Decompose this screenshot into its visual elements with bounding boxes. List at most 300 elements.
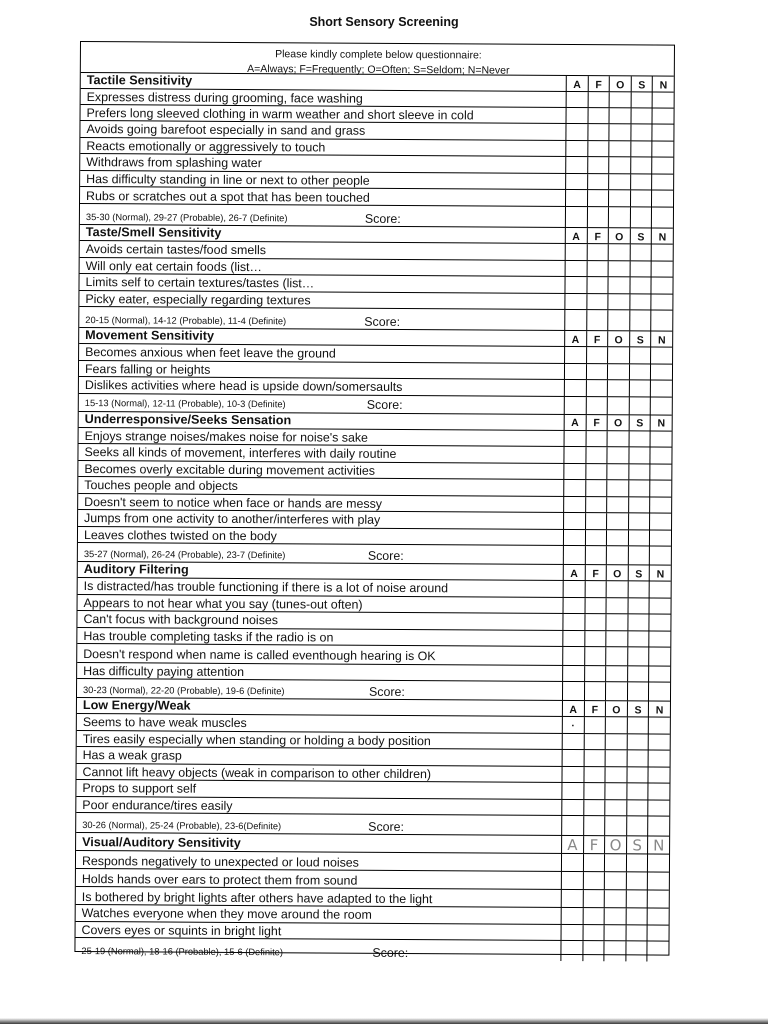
rating-cell-o[interactable] bbox=[606, 614, 628, 630]
rating-cell-a[interactable] bbox=[561, 766, 583, 782]
rating-cell-o[interactable] bbox=[604, 816, 626, 835]
rating-cell-s[interactable] bbox=[629, 261, 651, 277]
rating-header-o bbox=[604, 836, 626, 853]
rating-column-headers bbox=[566, 76, 674, 92]
rating-cell-n[interactable] bbox=[647, 872, 669, 889]
rating-cell-s[interactable] bbox=[627, 598, 649, 614]
rating-cell-o[interactable] bbox=[604, 941, 626, 961]
rating-cell-a[interactable] bbox=[566, 108, 588, 123]
rating-header-label: F bbox=[593, 417, 600, 430]
rating-cell-f[interactable] bbox=[583, 800, 605, 816]
rating-cell-s[interactable] bbox=[627, 581, 649, 597]
rating-cell-s[interactable] bbox=[629, 244, 651, 260]
rating-cell-a[interactable] bbox=[562, 614, 584, 630]
rating-cell-o[interactable] bbox=[607, 431, 629, 447]
rating-cell-f[interactable] bbox=[582, 908, 604, 924]
rating-cell-f[interactable] bbox=[583, 854, 605, 871]
rating-cells bbox=[561, 816, 669, 836]
rating-cell-f[interactable] bbox=[585, 513, 607, 529]
rating-cell-f[interactable] bbox=[586, 244, 608, 260]
rating-cell-o[interactable] bbox=[605, 682, 627, 700]
rating-cell-a[interactable] bbox=[562, 733, 584, 749]
rating-cell-s[interactable] bbox=[626, 816, 648, 835]
rating-cells bbox=[563, 463, 671, 479]
rating-header-label: F bbox=[595, 78, 602, 91]
rating-cell-n[interactable] bbox=[648, 666, 670, 682]
rating-cell-s[interactable] bbox=[630, 92, 652, 107]
rating-cell-n[interactable] bbox=[648, 800, 670, 816]
rating-cell-n[interactable] bbox=[650, 497, 672, 513]
rating-header-label: N bbox=[659, 79, 668, 92]
rating-cell-n[interactable] bbox=[648, 734, 670, 750]
rating-cell-f[interactable] bbox=[585, 431, 607, 447]
rating-cell-s[interactable] bbox=[627, 647, 649, 665]
rating-cell-n[interactable] bbox=[648, 767, 670, 783]
rating-cell-n[interactable] bbox=[649, 530, 671, 546]
rating-cell-a[interactable] bbox=[564, 363, 586, 379]
rating-cell-f[interactable] bbox=[587, 157, 609, 173]
rating-cell-o[interactable] bbox=[604, 908, 626, 924]
rating-header-a bbox=[566, 76, 588, 91]
rating-cell-s[interactable] bbox=[628, 431, 650, 447]
rating-cell-f[interactable] bbox=[583, 783, 605, 799]
rating-cell-f[interactable] bbox=[585, 380, 607, 396]
rating-header-n bbox=[650, 415, 672, 430]
rating-cell-f[interactable] bbox=[584, 581, 606, 597]
rating-cell-s[interactable] bbox=[629, 347, 651, 363]
rating-header-label: A bbox=[572, 230, 580, 243]
rating-cell-a[interactable] bbox=[564, 430, 586, 446]
rating-cell-a[interactable] bbox=[566, 92, 588, 107]
rating-cell-n[interactable] bbox=[648, 717, 670, 733]
rating-cells bbox=[564, 396, 672, 414]
question-text: Jumps from one activity to another/interferes with play bbox=[84, 511, 381, 527]
rating-cell-a[interactable] bbox=[560, 941, 582, 961]
rating-cells bbox=[561, 908, 669, 924]
rating-cell-f[interactable] bbox=[585, 447, 607, 463]
rating-cell-s[interactable] bbox=[630, 190, 652, 206]
rating-cell-s[interactable] bbox=[626, 800, 648, 816]
rating-header-s bbox=[629, 331, 651, 346]
rating-cell-s[interactable] bbox=[626, 734, 648, 750]
rating-cell-f[interactable] bbox=[587, 108, 609, 123]
rating-cell-n[interactable] bbox=[650, 364, 672, 380]
rating-cell-a[interactable] bbox=[565, 157, 587, 173]
rating-cell-o[interactable] bbox=[605, 647, 627, 665]
rating-cell-o[interactable] bbox=[605, 734, 627, 750]
question-text: Avoids certain tastes/food smells bbox=[85, 242, 266, 258]
rating-cell-n[interactable] bbox=[647, 908, 669, 924]
score-label: Score: bbox=[364, 314, 401, 329]
rating-cell-n[interactable] bbox=[650, 347, 672, 363]
rating-cell-a[interactable] bbox=[563, 496, 585, 512]
rating-cell-a[interactable] bbox=[561, 816, 583, 835]
rating-cell-f[interactable] bbox=[585, 480, 607, 496]
rating-cell-o[interactable] bbox=[607, 310, 629, 330]
question-text: Avoids going barefoot especially in sand and grass bbox=[86, 122, 366, 138]
score-range-text: 30-23 (Normal), 22-20 (Probable), 19-6 (Definite) bbox=[83, 684, 285, 696]
rating-cell-a[interactable] bbox=[561, 783, 583, 799]
rating-cell-n[interactable] bbox=[652, 108, 674, 123]
rating-cell-f[interactable] bbox=[582, 941, 604, 961]
rating-cell-f[interactable] bbox=[585, 464, 607, 480]
rating-cell-f[interactable] bbox=[583, 750, 605, 766]
rating-cell-o[interactable] bbox=[609, 92, 631, 107]
score-label: Score: bbox=[368, 819, 405, 834]
rating-cell-a[interactable] bbox=[563, 463, 585, 479]
rating-cell-f[interactable] bbox=[586, 347, 608, 363]
rating-cell-n[interactable] bbox=[650, 397, 672, 414]
question-text: Rubs or scratches out a spot that has been touched bbox=[86, 188, 370, 205]
rating-cell-o[interactable] bbox=[609, 124, 631, 140]
rating-cell-o[interactable] bbox=[608, 207, 630, 227]
rating-cell-o[interactable] bbox=[607, 347, 629, 363]
rating-header-a bbox=[562, 701, 584, 716]
rating-header-label: F bbox=[591, 703, 599, 716]
rating-cell-o[interactable] bbox=[606, 480, 628, 496]
rating-cell-n[interactable] bbox=[650, 464, 672, 480]
rating-cell-f[interactable] bbox=[587, 124, 609, 140]
rating-cell-f[interactable] bbox=[584, 614, 606, 630]
rating-cell-o[interactable] bbox=[609, 108, 631, 123]
rating-cell-s[interactable] bbox=[628, 480, 650, 496]
rating-header-f bbox=[586, 228, 608, 243]
question-text: Withdraws from splashing water bbox=[86, 155, 262, 171]
rating-cell-o[interactable] bbox=[607, 447, 629, 463]
rating-cell-f[interactable] bbox=[582, 890, 604, 907]
rating-cell-f[interactable] bbox=[585, 530, 607, 546]
rating-cell-n[interactable] bbox=[651, 294, 673, 310]
rating-cell-o[interactable] bbox=[604, 925, 626, 941]
rating-cell-n[interactable] bbox=[648, 750, 670, 766]
rating-header-n bbox=[647, 836, 669, 853]
rating-cell-o[interactable] bbox=[604, 872, 626, 889]
rating-cell-f[interactable] bbox=[583, 734, 605, 750]
rating-cell-n[interactable] bbox=[649, 513, 671, 529]
score-label: Score: bbox=[366, 397, 403, 413]
rating-cell-a[interactable] bbox=[563, 529, 585, 545]
rating-cell-n[interactable] bbox=[647, 941, 669, 961]
score-label: Score: bbox=[368, 684, 405, 699]
rating-cell-n[interactable] bbox=[649, 546, 671, 564]
rating-cell-n[interactable] bbox=[648, 783, 670, 799]
rating-cell-f[interactable] bbox=[586, 261, 608, 277]
rating-cell-o[interactable] bbox=[608, 190, 630, 206]
rating-cell-a[interactable] bbox=[562, 647, 584, 665]
rating-header-label: O bbox=[616, 78, 625, 91]
rating-cell-f[interactable] bbox=[582, 872, 604, 889]
rating-cell-n[interactable] bbox=[651, 174, 673, 190]
rating-cell-a[interactable] bbox=[563, 581, 585, 597]
rating-cell-n[interactable] bbox=[647, 854, 669, 871]
question-text: Becomes anxious when feet leave the ground bbox=[85, 345, 336, 361]
rating-cell-o[interactable] bbox=[607, 464, 629, 480]
rating-cell-a[interactable] bbox=[565, 173, 587, 189]
rating-cell-n[interactable] bbox=[651, 261, 673, 277]
question-text: Responds negatively to unexpected or loud noises bbox=[81, 853, 359, 870]
rating-cell-a[interactable] bbox=[563, 480, 585, 496]
rating-cell-n[interactable] bbox=[649, 631, 671, 647]
rating-cell-o[interactable] bbox=[604, 800, 626, 816]
rating-cell-a[interactable] bbox=[563, 546, 585, 564]
rating-cell-o[interactable] bbox=[604, 854, 626, 871]
rating-cell-n[interactable] bbox=[649, 581, 671, 597]
rating-cell-o[interactable] bbox=[606, 530, 628, 546]
rating-cell-f[interactable] bbox=[584, 546, 606, 564]
rating-cell-s[interactable] bbox=[626, 872, 648, 889]
rating-cells bbox=[563, 480, 671, 496]
rating-cell-a[interactable] bbox=[562, 717, 584, 733]
rating-cell-s[interactable] bbox=[626, 854, 648, 871]
rating-cell-s[interactable] bbox=[628, 546, 650, 564]
rating-cell-f[interactable] bbox=[584, 666, 606, 682]
rating-cells bbox=[561, 783, 669, 799]
rating-cell-a[interactable] bbox=[562, 630, 584, 646]
rating-header-o bbox=[608, 228, 630, 243]
rating-cell-s[interactable] bbox=[629, 310, 651, 330]
rating-cell-n[interactable] bbox=[652, 92, 674, 107]
rating-cell-a[interactable] bbox=[564, 380, 586, 396]
rating-cell-f[interactable] bbox=[587, 190, 609, 206]
rating-header-label: O bbox=[615, 230, 624, 243]
rating-cell-s[interactable] bbox=[625, 908, 647, 924]
rating-cell-a[interactable] bbox=[561, 908, 583, 924]
rating-cell-a[interactable] bbox=[563, 447, 585, 463]
rating-header-label: F bbox=[593, 333, 601, 346]
question-text: Touches people and objects bbox=[84, 478, 238, 494]
rating-cell-a[interactable] bbox=[563, 513, 585, 529]
rating-cell-o[interactable] bbox=[605, 666, 627, 682]
rating-cell-a[interactable] bbox=[561, 854, 583, 871]
rating-cell-n[interactable] bbox=[651, 244, 673, 260]
rating-cells bbox=[562, 733, 670, 749]
rating-cell-o[interactable] bbox=[605, 750, 627, 766]
rating-cell-s[interactable] bbox=[626, 767, 648, 783]
rating-cell-s[interactable] bbox=[630, 157, 652, 173]
rating-cell-n[interactable] bbox=[648, 682, 670, 700]
rating-column-headers bbox=[564, 331, 672, 347]
rating-cell-n[interactable] bbox=[650, 431, 672, 447]
rating-header-o bbox=[605, 701, 627, 716]
rating-cell-a[interactable] bbox=[564, 396, 586, 413]
rating-cell-f[interactable] bbox=[583, 767, 605, 783]
rating-cell-o[interactable] bbox=[606, 513, 628, 529]
rating-cell-o[interactable] bbox=[604, 890, 626, 907]
rating-cell-n[interactable] bbox=[650, 380, 672, 396]
rating-cell-s[interactable] bbox=[627, 682, 649, 700]
rating-header-label: A bbox=[571, 417, 579, 430]
rating-cell-a[interactable] bbox=[565, 124, 587, 140]
rating-cell-n[interactable] bbox=[652, 141, 674, 157]
rating-cell-o[interactable] bbox=[608, 174, 630, 190]
rating-cell-a[interactable] bbox=[562, 665, 584, 681]
rating-cell-s[interactable] bbox=[627, 614, 649, 630]
rating-cell-n[interactable] bbox=[647, 925, 669, 941]
rating-cell-o[interactable] bbox=[605, 767, 627, 783]
rating-cell-a[interactable] bbox=[564, 347, 586, 363]
rating-cell-f[interactable] bbox=[584, 631, 606, 647]
question-text: Holds hands over ears to protect them from sound bbox=[81, 871, 358, 888]
question-text: Has a weak grasp bbox=[82, 748, 182, 763]
rating-cell-n[interactable] bbox=[651, 190, 673, 206]
rating-cell-f[interactable] bbox=[586, 277, 608, 293]
rating-cell-s[interactable] bbox=[629, 397, 651, 414]
section-title: Auditory Filtering bbox=[83, 562, 189, 578]
rating-cell-o[interactable] bbox=[607, 397, 629, 414]
rating-column-headers bbox=[563, 565, 671, 581]
rating-cell-a[interactable] bbox=[565, 140, 587, 156]
rating-cell-s[interactable] bbox=[629, 364, 651, 380]
rating-header-label: A bbox=[569, 703, 578, 716]
rating-cell-o[interactable] bbox=[608, 244, 630, 260]
rating-cells bbox=[561, 890, 669, 908]
rating-cell-f[interactable] bbox=[586, 207, 608, 227]
score-range-text: 30-26 (Normal), 25-24 (Probable), 23-6(Definite) bbox=[82, 819, 282, 831]
rating-cell-s[interactable] bbox=[627, 717, 649, 733]
rating-header-a bbox=[565, 228, 587, 243]
rating-column-headers bbox=[565, 228, 673, 244]
rating-cell-o[interactable] bbox=[605, 717, 627, 733]
rating-cell-o[interactable] bbox=[607, 364, 629, 380]
rating-header-label: N bbox=[658, 231, 667, 244]
rating-cell-n[interactable] bbox=[651, 310, 673, 330]
rating-cell-f[interactable] bbox=[586, 310, 608, 330]
rating-cell-a[interactable] bbox=[564, 277, 586, 293]
score-row bbox=[75, 937, 668, 962]
rating-cell-n[interactable] bbox=[647, 890, 669, 907]
rating-header-label: N bbox=[657, 417, 666, 430]
rating-cell-o[interactable] bbox=[608, 294, 630, 310]
rating-cell-s[interactable] bbox=[630, 108, 652, 123]
rating-cell-s[interactable] bbox=[628, 464, 650, 480]
rating-cells bbox=[563, 581, 671, 597]
rating-header-label: S bbox=[637, 230, 645, 243]
rating-cell-s[interactable] bbox=[628, 497, 650, 513]
question-text: Fears falling or heights bbox=[84, 361, 211, 377]
rating-cell-s[interactable] bbox=[630, 207, 652, 227]
rating-cell-f[interactable] bbox=[583, 717, 605, 733]
rating-cell-o[interactable] bbox=[606, 581, 628, 597]
rating-header-label: S bbox=[632, 836, 643, 855]
rating-cell-o[interactable] bbox=[608, 277, 630, 293]
question-text: Has difficulty standing in line or next to other people bbox=[86, 171, 370, 188]
rating-cell-f[interactable] bbox=[585, 397, 607, 414]
rating-cell-s[interactable] bbox=[626, 890, 648, 907]
question-text: Doesn't seem to notice when face or hands are messy bbox=[84, 494, 383, 511]
rating-cell-o[interactable] bbox=[606, 631, 628, 647]
rating-header-a bbox=[561, 836, 583, 853]
rating-cell-n[interactable] bbox=[650, 480, 672, 496]
rating-cell-a[interactable] bbox=[565, 260, 587, 276]
rating-cell-n[interactable] bbox=[649, 647, 671, 665]
rating-cell-s[interactable] bbox=[625, 925, 647, 941]
rating-cell-a[interactable] bbox=[565, 207, 587, 227]
rating-cell-s[interactable] bbox=[629, 294, 651, 310]
rating-cell-s[interactable] bbox=[628, 447, 650, 463]
rating-cell-o[interactable] bbox=[607, 380, 629, 396]
rating-cell-s[interactable] bbox=[626, 750, 648, 766]
rating-cell-f[interactable] bbox=[585, 497, 607, 513]
rating-cell-o[interactable] bbox=[606, 598, 628, 614]
rating-cell-a[interactable] bbox=[561, 872, 583, 889]
rating-cell-n[interactable] bbox=[651, 207, 673, 227]
rating-cell-f[interactable] bbox=[584, 598, 606, 614]
rating-cell-f[interactable] bbox=[582, 925, 604, 941]
rating-cell-f[interactable] bbox=[587, 92, 609, 107]
rating-cell-s[interactable] bbox=[627, 631, 649, 647]
rating-cells bbox=[561, 766, 669, 782]
score-range-text: 25-19 (Normal), 18-16 (Probable), 15-6 (Definite) bbox=[81, 945, 284, 957]
rating-cell-f[interactable] bbox=[586, 364, 608, 380]
rating-cell-n[interactable] bbox=[649, 598, 671, 614]
rating-cell-f[interactable] bbox=[587, 141, 609, 157]
rating-cell-a[interactable] bbox=[563, 597, 585, 613]
rating-cell-s[interactable] bbox=[628, 513, 650, 529]
rating-cell-o[interactable] bbox=[606, 546, 628, 564]
rating-header-label: O bbox=[609, 836, 622, 855]
rating-cell-n[interactable] bbox=[651, 277, 673, 293]
rating-cell-s[interactable] bbox=[630, 124, 652, 140]
rating-cell-n[interactable] bbox=[648, 816, 670, 835]
rating-cell-n[interactable] bbox=[650, 447, 672, 463]
rating-cell-s[interactable] bbox=[626, 783, 648, 799]
rating-cell-a[interactable] bbox=[561, 924, 583, 940]
rating-header-label: A bbox=[567, 835, 578, 855]
rating-cells bbox=[562, 614, 670, 630]
rating-header-n bbox=[651, 228, 673, 243]
question-text: Is distracted/has trouble functioning if there is a lot of noise around bbox=[83, 579, 449, 596]
rating-cell-a[interactable] bbox=[565, 190, 587, 206]
rating-cell-o[interactable] bbox=[606, 497, 628, 513]
rating-cell-o[interactable] bbox=[608, 261, 630, 277]
rating-cell-s[interactable] bbox=[628, 530, 650, 546]
rating-header-s bbox=[630, 228, 652, 243]
rating-cell-s[interactable] bbox=[625, 941, 647, 961]
rating-cell-a[interactable] bbox=[564, 310, 586, 330]
rating-cell-o[interactable] bbox=[605, 783, 627, 799]
rating-cell-f[interactable] bbox=[586, 294, 608, 310]
question-text: Has trouble completing tasks if the radio is on bbox=[83, 628, 334, 645]
rating-cell-a[interactable] bbox=[562, 750, 584, 766]
rating-cell-o[interactable] bbox=[608, 157, 630, 173]
rating-cell-f[interactable] bbox=[587, 174, 609, 190]
rating-cell-s[interactable] bbox=[629, 380, 651, 396]
rating-cell-a[interactable] bbox=[561, 799, 583, 815]
rating-cell-a[interactable] bbox=[561, 890, 583, 907]
rating-cell-a[interactable] bbox=[562, 682, 584, 700]
rating-cell-n[interactable] bbox=[652, 157, 674, 173]
rating-header-n bbox=[648, 701, 670, 716]
rating-cell-s[interactable] bbox=[629, 277, 651, 293]
rating-cell-s[interactable] bbox=[630, 141, 652, 157]
rating-cell-f[interactable] bbox=[583, 816, 605, 835]
rating-cell-a[interactable] bbox=[564, 293, 586, 309]
rating-cell-s[interactable] bbox=[627, 666, 649, 682]
section-title: Taste/Smell Sensitivity bbox=[85, 225, 222, 241]
rating-cell-f[interactable] bbox=[584, 647, 606, 665]
rating-cells bbox=[562, 750, 670, 766]
section-title: Visual/Auditory Sensitivity bbox=[82, 835, 241, 851]
rating-cell-s[interactable] bbox=[630, 174, 652, 190]
rating-cell-f[interactable] bbox=[584, 682, 606, 700]
rating-cell-n[interactable] bbox=[652, 124, 674, 140]
rating-cell-a[interactable] bbox=[565, 244, 587, 260]
score-range-text: 35-27 (Normal), 26-24 (Probable), 23-7 (Definite) bbox=[83, 548, 286, 560]
rating-cell-n[interactable] bbox=[649, 614, 671, 630]
rating-cell-o[interactable] bbox=[608, 141, 630, 157]
rating-cells bbox=[563, 447, 671, 463]
rating-cells bbox=[565, 244, 673, 260]
